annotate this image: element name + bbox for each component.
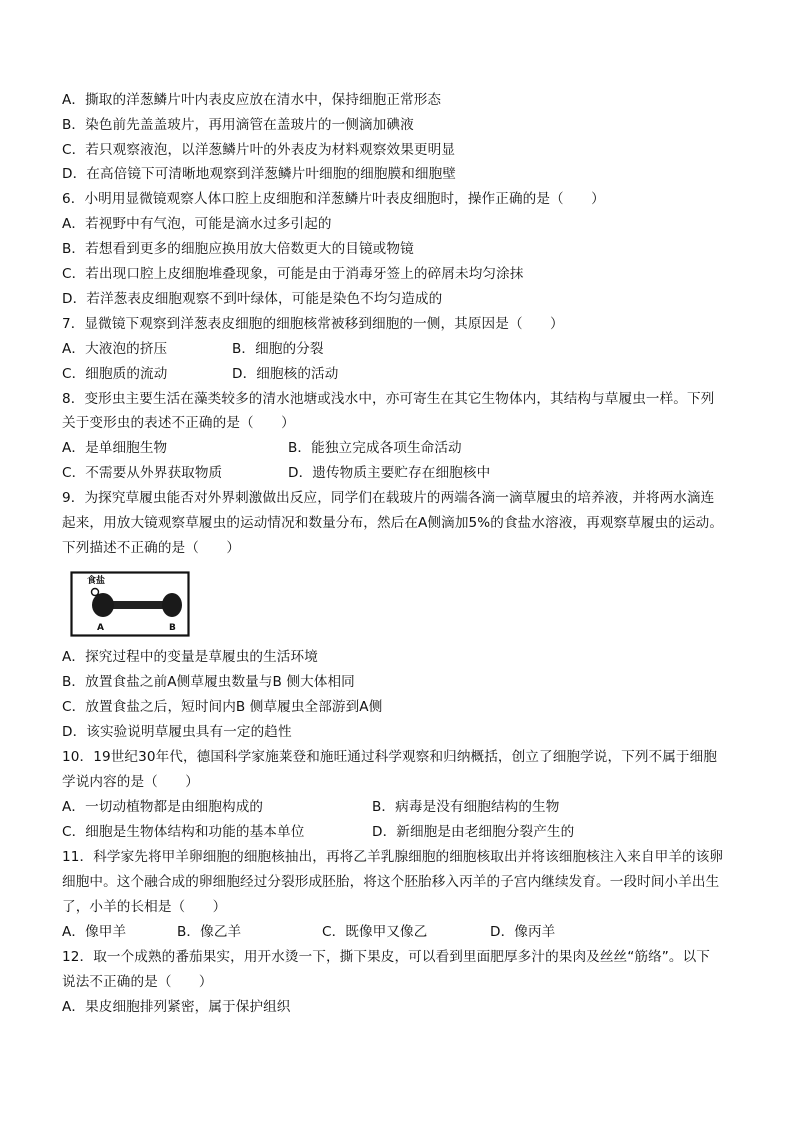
q12-option-a: A．果皮细胞排列紧密，属于保护组织 xyxy=(62,999,291,1015)
q5-option-c: C．若只观察液泡，以洋葱鳞片叶的外表皮为材料观察效果更明显 xyxy=(62,142,456,158)
q5-option-a: A．撕取的洋葱鳞片叶内表皮应放在清水中，保持细胞正常形态 xyxy=(62,92,442,108)
q9-stem-line2: 起来，用放大镜观察草履虫的运动情况和数量分布，然后在A侧滴加5%的食盐水溶液，再观察草履虫的运动。 xyxy=(62,515,724,531)
q9-option-a: A．探究过程中的变量是草履虫的生活环境 xyxy=(62,649,318,665)
q7-option-b: B．细胞的分裂 xyxy=(232,341,324,357)
q10-stem-line1: 10．19世纪30年代，德国科学家施莱登和施旺通过科学观察和归纳概括，创立了细胞学说，下列不属于细胞 xyxy=(62,749,718,765)
q10-option-a: A．一切动植物都是由细胞构成的 xyxy=(62,799,264,815)
q9-stem-line3: 下列描述不正确的是（ ） xyxy=(62,540,241,556)
q7-option-d: D．细胞核的活动 xyxy=(232,366,339,382)
connecting-channel xyxy=(106,601,170,609)
q6-option-a: A．若视野中有气泡，可能是滴水过多引起的 xyxy=(62,216,332,232)
q12-stem-line1: 12．取一个成熟的番茄果实，用开水烫一下，撕下果皮，可以看到里面肥厚多汁的果肉及丝丝“筋络”。以下 xyxy=(62,949,710,965)
q10-option-b: B．病毒是没有细胞结构的生物 xyxy=(372,799,560,815)
q9-option-b: B．放置食盐之前A侧草履虫数量与B 侧大体相同 xyxy=(62,674,355,690)
q5-option-b: B．染色前先盖盖玻片，再用滴管在盖玻片的一侧滴加碘液 xyxy=(62,117,414,133)
slide-diagram xyxy=(70,571,190,637)
q11-stem-line2: 细胞中。这个融合成的卵细胞经过分裂形成胚胎，将这个胚胎移入丙羊的子宫内继续发育。一段时间小羊出生 xyxy=(62,874,720,890)
q6-option-c: C．若出现口腔上皮细胞堆叠现象，可能是由于消毒牙签上的碎屑未均匀涂抹 xyxy=(62,266,524,282)
q10-option-d: D．新细胞是由老细胞分裂产生的 xyxy=(372,824,575,840)
q6-stem: 6．小明用显微镜观察人体口腔上皮细胞和洋葱鳞片叶表皮细胞时，操作正确的是（ ） xyxy=(62,191,605,207)
q11-option-d: D．像丙羊 xyxy=(490,924,556,940)
label-a: A xyxy=(97,623,104,633)
q8-option-a: A．是单细胞生物 xyxy=(62,440,168,456)
q5-option-d: D．在高倍镜下可清晰地观察到洋葱鳞片叶细胞的细胞膜和细胞壁 xyxy=(62,166,456,182)
q10-option-c: C．细胞是生物体结构和功能的基本单位 xyxy=(62,824,305,840)
q11-option-c: C．既像甲又像乙 xyxy=(322,924,428,940)
q9-option-c: C．放置食盐之后，短时间内B 侧草履虫全部游到A侧 xyxy=(62,699,383,715)
q7-option-a: A．大液泡的挤压 xyxy=(62,341,168,357)
q8-stem-line1: 8．变形虫主要生活在藻类较多的清水池塘或浅水中，亦可寄生在其它生物体内，其结构与草履虫一样。下列 xyxy=(62,391,715,407)
q11-stem-line3: 了，小羊的长相是（ ） xyxy=(62,899,227,915)
q11-stem-line1: 11．科学家先将甲羊卵细胞的细胞核抽出，再将乙羊乳腺细胞的细胞核取出并将该细胞核注入来自甲羊的该卵 xyxy=(62,849,724,865)
q8-option-d: D．遗传物质主要贮存在细胞核中 xyxy=(288,465,491,481)
drop-a xyxy=(92,593,114,617)
drop-b xyxy=(162,593,182,617)
q6-option-b: B．若想看到更多的细胞应换用放大倍数更大的目镜或物镜 xyxy=(62,241,414,257)
q11-option-a: A．像甲羊 xyxy=(62,924,127,940)
q9-option-d: D．该实验说明草履虫具有一定的趋性 xyxy=(62,724,292,740)
salt-label: 食盐 xyxy=(87,576,106,586)
label-b: B xyxy=(169,623,176,633)
q7-stem: 7．显微镜下观察到洋葱表皮细胞的细胞核常被移到细胞的一侧，其原因是（ ） xyxy=(62,316,564,332)
q12-stem-line2: 说法不正确的是（ ） xyxy=(62,974,213,990)
q11-option-b: B．像乙羊 xyxy=(177,924,242,940)
q6-option-d: D．若洋葱表皮细胞观察不到叶绿体，可能是染色不均匀造成的 xyxy=(62,291,443,307)
q9-stem-line1: 9．为探究草履虫能否对外界刺激做出反应，同学们在载玻片的两端各滴一滴草履虫的培养液，并将两水滴连 xyxy=(62,490,715,506)
q8-stem-line2: 关于变形虫的表述不正确的是（ ） xyxy=(62,415,295,431)
q8-option-b: B．能独立完成各项生命活动 xyxy=(288,440,462,456)
q10-stem-line2: 学说内容的是（ ） xyxy=(62,774,199,790)
q8-option-c: C．不需要从外界获取物质 xyxy=(62,465,223,481)
salt-crystal xyxy=(92,589,99,596)
q7-option-c: C．细胞质的流动 xyxy=(62,366,168,382)
